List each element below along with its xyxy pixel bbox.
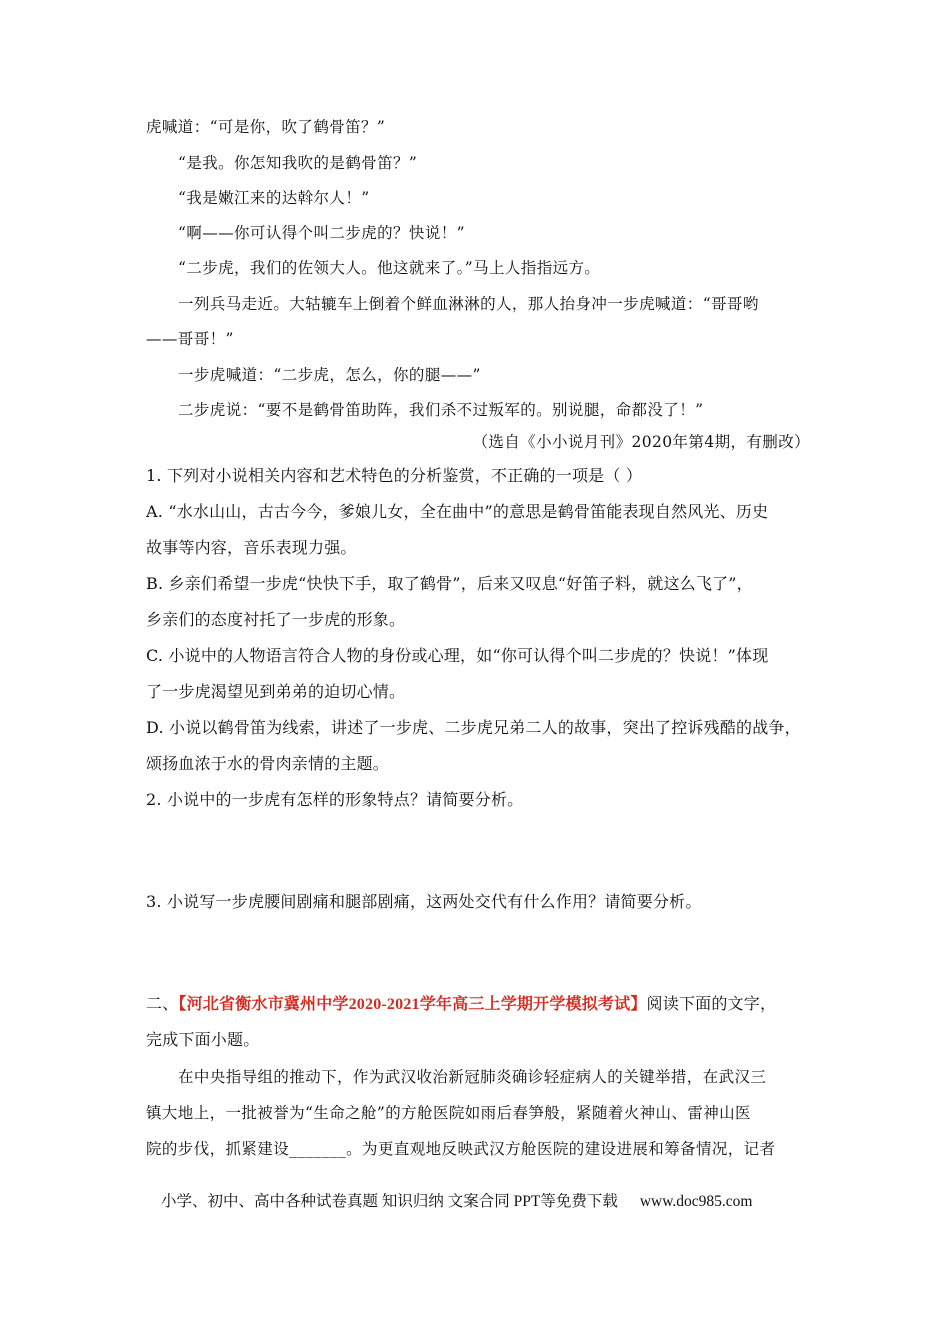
footer-site: www.doc985.com [639,1193,753,1210]
question-2: 2. 小说中的一步虎有怎样的形象特点？请简要分析。 [146,790,524,809]
section-2-para-line: 在中央指导组的推动下，作为武汉收治新冠肺炎确诊轻症病人的关键举措，在武汉三 [178,1068,767,1086]
section-2-header [146,993,818,1016]
passage-source: （选自《小小说月刊》2020年第4期，有删改） [472,433,810,451]
option-c-cont: 了一步虎渴望见到弟弟的迫切心情。 [146,682,406,701]
option-b: B. 乡亲们希望一步虎“快快下手，取了鹤骨”，后来又叹息“好笛子料，就这么飞了”， [146,574,753,593]
passage-line: “啊——你可认得个叫二步虎的？快说！” [178,224,465,242]
question-1-stem: 1. 下列对小说相关内容和艺术特色的分析鉴赏，不正确的一项是（ ） [146,466,643,485]
option-d-cont: 颂扬血浓于水的骨肉亲情的主题。 [146,754,390,773]
passage-line: 虎喊道：“可是你，吹了鹤骨笛？” [146,118,386,136]
passage-line: 二步虎说：“要不是鹤骨笛助阵，我们杀不过叛军的。别说腿，命都没了！” [178,401,704,419]
passage-line: “我是嫩江来的达斡尔人！” [178,189,370,207]
option-b-cont: 乡亲们的态度衬托了一步虎的形象。 [146,610,406,629]
section-2-para-line: 镇大地上，一批被誉为“生命之舱”的方舱医院如雨后春笋般，紧随着火神山、雷神山医 [146,1104,751,1122]
section-source-tag: 【河北省衡水市冀州中学2020-2021学年高三上学期开学模拟考试】 [178,996,647,1013]
section-number: 二、 [146,994,179,1013]
option-a: A. “水水山山，古古今今，爹娘儿女，全在曲中”的意思是鹤骨笛能表现自然风光、历史 [146,502,769,521]
page-footer [161,1191,801,1213]
passage-line: 一列兵马走近。大轱辘车上倒着个鲜血淋淋的人，那人抬身冲一步虎喊道：“哥哥哟 [178,295,759,313]
option-a-cont: 故事等内容，音乐表现力强。 [146,538,357,557]
passage-line: 一步虎喊道：“二步虎，怎么，你的腿——” [178,366,481,384]
passage-line: “二步虎，我们的佐领大人。他这就来了。”马上人指指远方。 [178,259,601,277]
passage-line: ——哥哥！” [146,330,234,348]
question-3: 3. 小说写一步虎腰间剧痛和腿部剧痛，这两处交代有什么作用？请简要分析。 [146,892,702,911]
section-instruction-cont: 完成下面小题。 [146,1030,260,1049]
passage-line: “是我。你怎知我吹的是鹤骨笛？” [178,154,418,172]
option-d: D. 小说以鹤骨笛为线索，讲述了一步虎、二步虎兄弟二人的故事，突出了控诉残酷的战争， [146,718,801,737]
section-instruction: 阅读下面的文字， [646,994,777,1013]
section-2-para-line: 院的步伐，抓紧建设_______。为更直观地反映武汉方舱医院的建设进展和筹备情况，记者 [146,1140,776,1158]
footer-text: 小学、初中、高中各种试卷真题 知识归纳 文案合同 PPT等免费下载 [161,1193,618,1210]
option-c: C. 小说中的人物语言符合人物的身份或心理，如“你可认得个叫二步虎的？快说！”体现 [146,646,769,665]
